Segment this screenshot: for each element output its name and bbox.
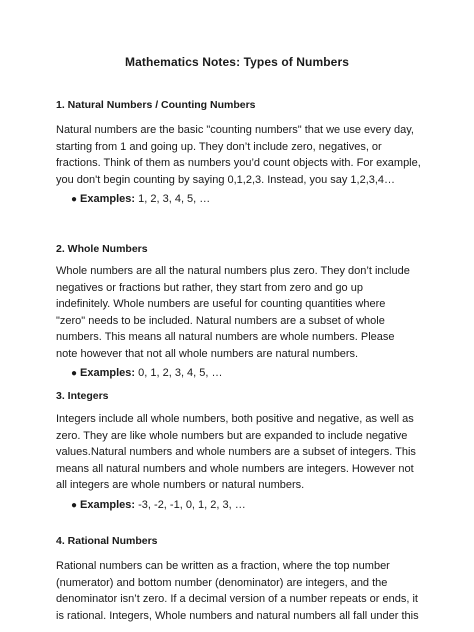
- section-paragraph-integers: [56, 411, 426, 494]
- paragraph-line: Natural numbers are the basic "counting numbers" that we use every day,: [56, 124, 414, 136]
- paragraph-line: Integers include all whole numbers, both positive and negative, as well as: [56, 413, 414, 425]
- paragraph-line: indefinitely. Whole numbers are useful for counting quantities where: [56, 298, 386, 311]
- paragraph-line: note however that not all whole numbers are natural numbers.: [56, 347, 359, 360]
- bullet-dot-icon: ●: [71, 368, 78, 379]
- paragraph-line: Whole numbers are all the natural numbers plus zero. They don’t include: [56, 265, 410, 277]
- examples-value: -3, -2, -1, 0, 1, 2, 3, …: [135, 499, 246, 511]
- section-heading-natural-numbers: 1. Natural Numbers / Counting Numbers: [56, 99, 256, 111]
- page-title: Mathematics Notes: Types of Numbers: [125, 55, 349, 69]
- paragraph-line: you don't begin counting by saying 0,1,2,3. Instead, you say 1,2,3,4…: [56, 173, 396, 186]
- paragraph-line: fractions. Think of them as numbers you’d count objects with. For example,: [56, 157, 421, 170]
- section-heading-integers: 3. Integers: [56, 390, 109, 402]
- section-heading-whole-numbers: 2. Whole Numbers: [56, 243, 148, 255]
- section-paragraph-rational-numbers: [56, 558, 426, 624]
- examples-bullet-natural-numbers: [71, 193, 210, 205]
- examples-label: Examples:: [80, 499, 136, 511]
- paragraph-line: is rational. Integers, Whole numbers and natural numbers all fall under this: [56, 609, 419, 622]
- examples-label: Examples:: [80, 367, 136, 379]
- paragraph-line: all integers are whole numbers or natural numbers.: [56, 479, 305, 492]
- paragraph-line: Rational numbers can be written as a fraction, where the top number: [56, 560, 390, 572]
- paragraph-line: zero. They are like whole numbers but are expanded to include negative: [56, 429, 408, 442]
- examples-value: 0, 1, 2, 3, 4, 5, …: [135, 367, 223, 379]
- bullet-dot-icon: ●: [71, 500, 78, 511]
- paragraph-line: "zero" needs to be included. Natural numbers are a subset of whole: [56, 314, 385, 327]
- paragraph-line: denominator isn’t zero. If a decimal version of a number repeats or ends, it: [56, 593, 418, 606]
- section-heading-rational-numbers: 4. Rational Numbers: [56, 535, 158, 547]
- section-paragraph-natural-numbers: [56, 122, 426, 188]
- paragraph-line: negatives or fractions but rather, they start from zero and go up: [56, 281, 363, 294]
- examples-bullet-whole-numbers: [71, 367, 223, 379]
- section-paragraph-whole-numbers: [56, 263, 426, 363]
- paragraph-line: numbers. This means all natural numbers are whole numbers. Please: [56, 331, 395, 344]
- examples-bullet-integers: [71, 499, 246, 511]
- examples-label: Examples:: [80, 193, 136, 205]
- paragraph-line: (numerator) and bottom number (denominator) are integers, and the: [56, 576, 388, 589]
- paragraph-line: starting from 1 and going up. They don’t include zero, negatives, or: [56, 140, 382, 153]
- bullet-dot-icon: ●: [71, 194, 78, 205]
- paragraph-line: values.Natural numbers and whole numbers are a subset of integers. This: [56, 446, 416, 459]
- examples-value: 1, 2, 3, 4, 5, …: [135, 193, 211, 205]
- paragraph-line: means all natural numbers and whole numbers are integers. However not: [56, 462, 414, 475]
